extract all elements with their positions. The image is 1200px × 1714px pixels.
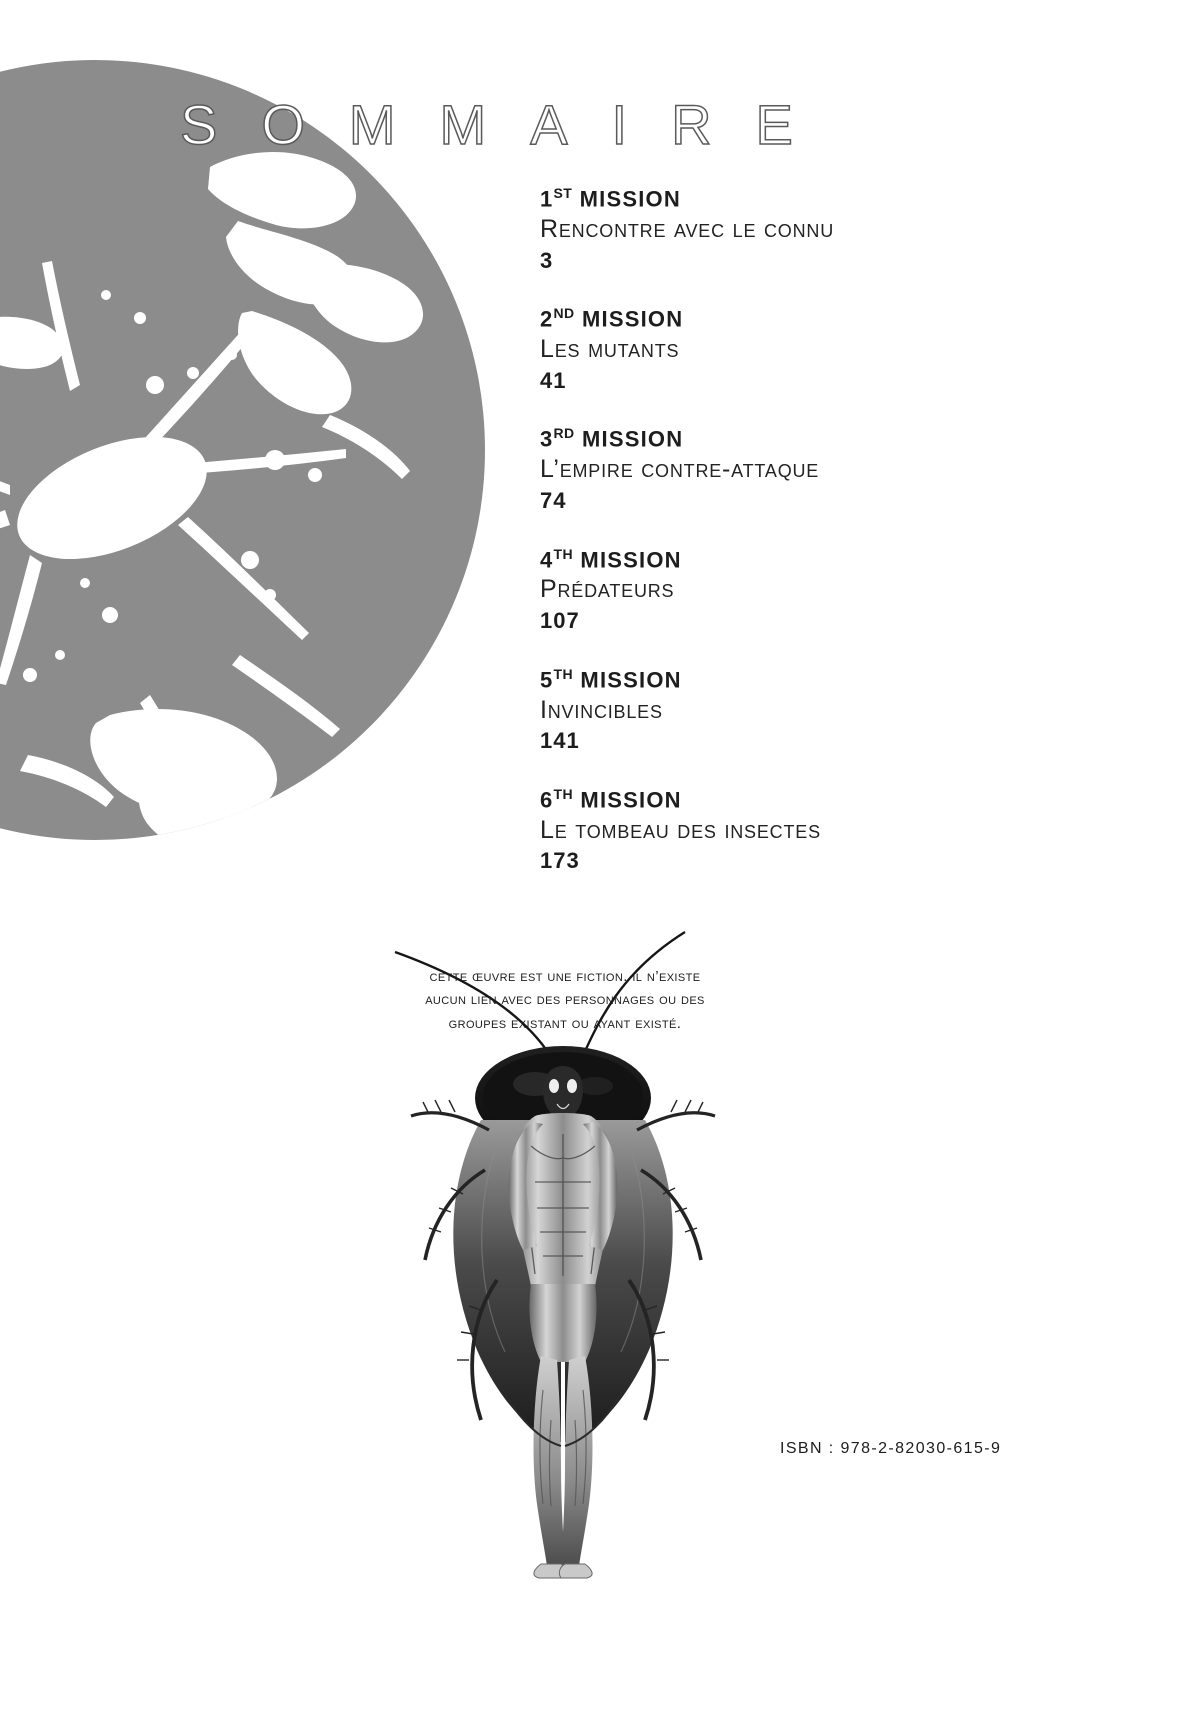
mission-title: Prédateurs: [540, 575, 675, 604]
mission-number: 2: [540, 306, 554, 332]
list-item[interactable]: [540, 786, 1140, 876]
mission-heading: [540, 185, 1140, 213]
list-item[interactable]: [540, 425, 1140, 515]
mission-number: 4: [540, 546, 554, 572]
list-item[interactable]: [540, 666, 1140, 756]
mission-heading: [540, 786, 1140, 814]
mission-label: MISSION: [580, 546, 682, 572]
mission-heading: [540, 546, 1140, 574]
page-title: SOMMAIRE: [180, 93, 837, 156]
list-item[interactable]: [540, 546, 1140, 636]
mission-title: L’empire contre-attaque: [540, 455, 820, 484]
moon-artwork: [0, 55, 490, 845]
mission-ordinal: RD: [553, 425, 575, 442]
mission-page: 74: [540, 487, 567, 513]
mission-ordinal: ND: [553, 305, 575, 322]
disclaimer-line-2: aucun lien avec des personnages ou des: [425, 991, 705, 1009]
mission-title: Le tombeau des insectes: [540, 815, 821, 844]
mission-ordinal: TH: [553, 545, 574, 562]
mission-ordinal: TH: [553, 785, 574, 802]
disclaimer-line-1: cette œuvre est une fiction. il n’existe: [429, 968, 701, 985]
mission-page: 173: [540, 848, 580, 874]
list-item[interactable]: [540, 305, 1140, 395]
mission-number: 5: [540, 667, 554, 693]
disclaimer-line-3: groupes existant ou ayant existé.: [448, 1014, 682, 1032]
mission-page: 3: [540, 247, 554, 273]
mission-heading: [540, 425, 1140, 453]
mission-page: 141: [540, 728, 580, 754]
mission-page: 41: [540, 367, 567, 393]
mission-label: MISSION: [581, 426, 684, 452]
mission-page: 107: [540, 608, 580, 634]
isbn-text: ISBN : 978-2-82030-615-9: [780, 1440, 1002, 1457]
mission-number: 1: [540, 186, 554, 212]
mission-heading: [540, 666, 1140, 694]
legal-disclaimer: [350, 965, 780, 1035]
mission-label: MISSION: [579, 186, 681, 212]
mission-label: MISSION: [580, 667, 682, 693]
mission-ordinal: ST: [553, 185, 573, 201]
mission-number: 6: [540, 787, 554, 813]
mission-label: MISSION: [580, 787, 682, 813]
mission-heading: [540, 305, 1140, 333]
table-of-contents: [540, 185, 1140, 906]
mission-title: Rencontre avec le connu: [540, 214, 834, 243]
mission-title: Invincibles: [540, 695, 663, 724]
mission-number: 3: [540, 426, 554, 452]
mission-ordinal: TH: [553, 665, 574, 682]
mission-title: Les mutants: [540, 335, 680, 363]
mission-label: MISSION: [581, 306, 684, 332]
moon-illustration: [0, 55, 490, 845]
list-item[interactable]: [540, 185, 1140, 275]
